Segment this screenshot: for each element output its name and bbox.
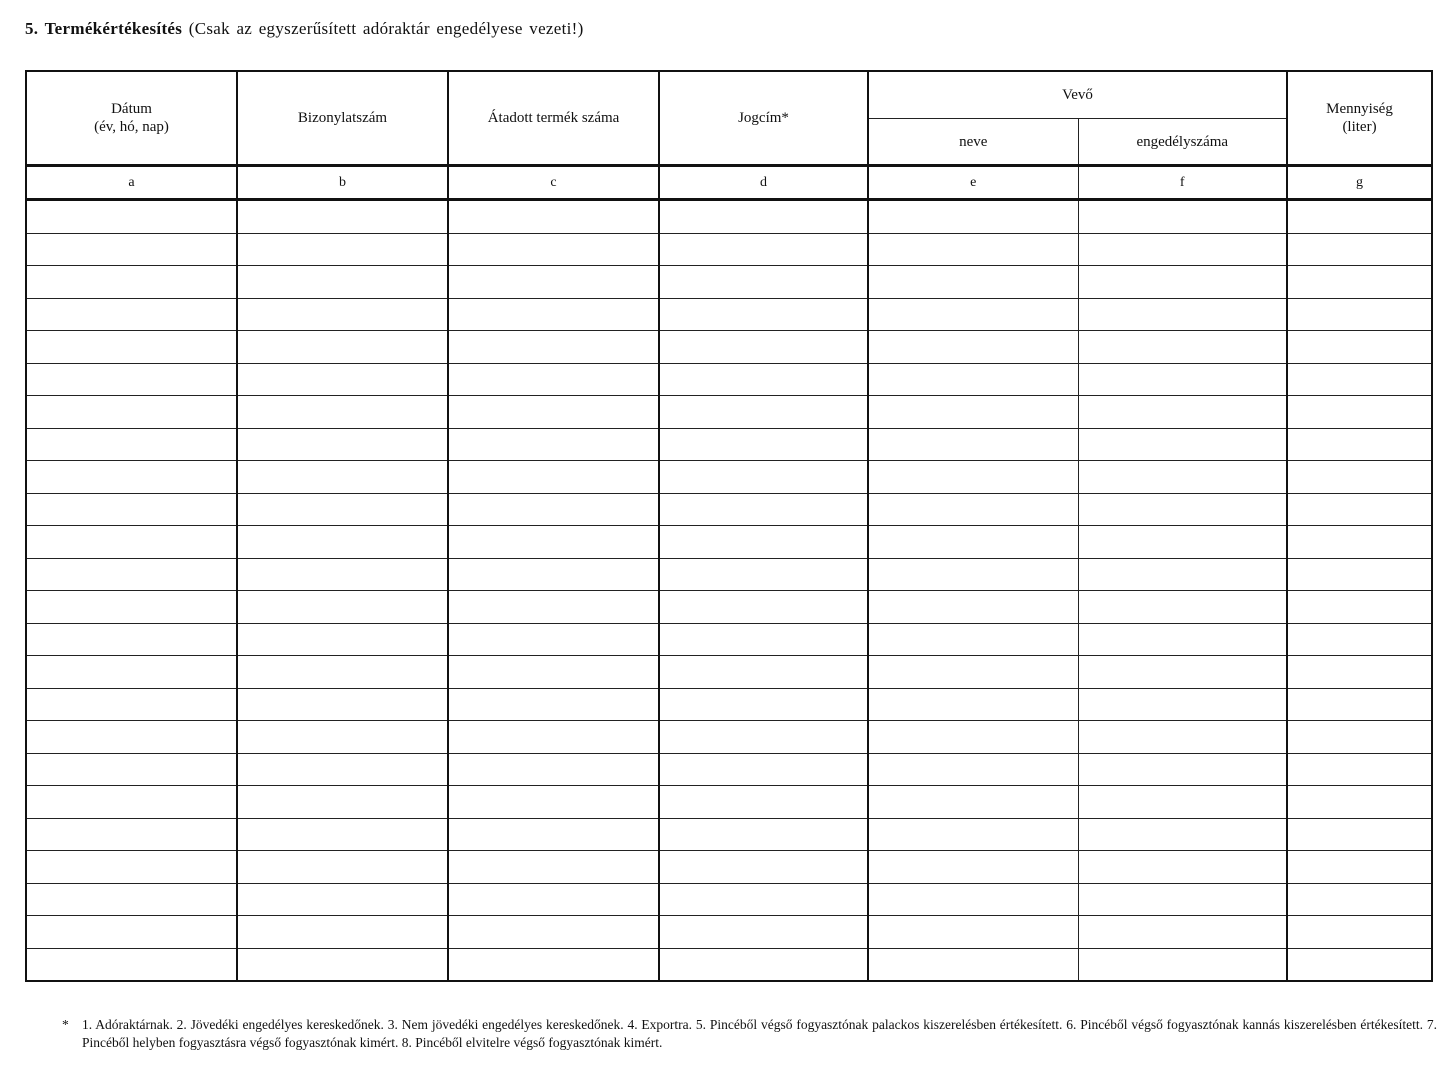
table-cell[interactable] bbox=[448, 233, 659, 266]
table-cell[interactable] bbox=[1287, 883, 1432, 916]
table-cell[interactable] bbox=[659, 623, 868, 656]
table-cell[interactable] bbox=[1287, 753, 1432, 786]
table-cell[interactable] bbox=[1078, 526, 1287, 559]
table-cell[interactable] bbox=[1078, 753, 1287, 786]
column-letter: a bbox=[26, 166, 237, 200]
table-cell[interactable] bbox=[659, 558, 868, 591]
table-cell[interactable] bbox=[1287, 233, 1432, 266]
column-letter: f bbox=[1078, 166, 1287, 200]
table-cell[interactable] bbox=[237, 266, 448, 299]
table-cell[interactable] bbox=[1287, 721, 1432, 754]
column-letter-row bbox=[26, 166, 1432, 200]
table-cell[interactable] bbox=[1078, 558, 1287, 591]
table-cell[interactable] bbox=[26, 331, 237, 364]
table-cell[interactable] bbox=[448, 818, 659, 851]
table-cell[interactable] bbox=[448, 851, 659, 884]
table-cell[interactable] bbox=[659, 331, 868, 364]
table-cell[interactable] bbox=[868, 623, 1078, 656]
table-cell[interactable] bbox=[868, 493, 1078, 526]
table-cell[interactable] bbox=[868, 786, 1078, 819]
table-cell[interactable] bbox=[26, 461, 237, 494]
table-cell[interactable] bbox=[868, 818, 1078, 851]
table-cell[interactable] bbox=[659, 753, 868, 786]
table-cell[interactable] bbox=[1287, 396, 1432, 429]
table-cell[interactable] bbox=[659, 298, 868, 331]
table-cell[interactable] bbox=[868, 428, 1078, 461]
table-row bbox=[26, 493, 1432, 526]
table-cell[interactable] bbox=[237, 298, 448, 331]
table-row bbox=[26, 558, 1432, 591]
table-cell[interactable] bbox=[659, 363, 868, 396]
table-row bbox=[26, 786, 1432, 819]
table-cell[interactable] bbox=[448, 916, 659, 949]
table-cell[interactable] bbox=[237, 461, 448, 494]
table-cell[interactable] bbox=[448, 688, 659, 721]
table-cell[interactable] bbox=[237, 591, 448, 624]
table-row bbox=[26, 916, 1432, 949]
table-row bbox=[26, 818, 1432, 851]
table-cell[interactable] bbox=[1287, 298, 1432, 331]
table-row bbox=[26, 526, 1432, 559]
table-cell[interactable] bbox=[1287, 428, 1432, 461]
table-cell[interactable] bbox=[1078, 266, 1287, 299]
table-cell[interactable] bbox=[448, 786, 659, 819]
table-cell[interactable] bbox=[237, 331, 448, 364]
column-letter: g bbox=[1287, 166, 1432, 200]
table-cell[interactable] bbox=[26, 883, 237, 916]
table-cell[interactable] bbox=[448, 428, 659, 461]
table-cell[interactable] bbox=[659, 396, 868, 429]
table-cell[interactable] bbox=[1287, 786, 1432, 819]
table-cell[interactable] bbox=[448, 721, 659, 754]
table-cell[interactable] bbox=[26, 688, 237, 721]
table-cell[interactable] bbox=[237, 363, 448, 396]
table-row bbox=[26, 461, 1432, 494]
column-letter: e bbox=[868, 166, 1078, 200]
table-cell[interactable] bbox=[26, 298, 237, 331]
table-cell[interactable] bbox=[26, 428, 237, 461]
sales-table bbox=[25, 70, 1433, 982]
table-cell[interactable] bbox=[448, 331, 659, 364]
footnote bbox=[62, 1016, 1437, 1052]
table-cell[interactable] bbox=[868, 688, 1078, 721]
table-cell[interactable] bbox=[237, 916, 448, 949]
table-cell[interactable] bbox=[237, 493, 448, 526]
table-cell[interactable] bbox=[1287, 623, 1432, 656]
table-cell[interactable] bbox=[659, 656, 868, 689]
table-cell[interactable] bbox=[868, 266, 1078, 299]
table-cell[interactable] bbox=[868, 851, 1078, 884]
table-cell[interactable] bbox=[659, 200, 868, 234]
table-cell[interactable] bbox=[448, 623, 659, 656]
table-cell[interactable] bbox=[1078, 883, 1287, 916]
table-cell[interactable] bbox=[1287, 948, 1432, 981]
table-row bbox=[26, 753, 1432, 786]
table-cell[interactable] bbox=[1287, 591, 1432, 624]
table-cell[interactable] bbox=[1078, 948, 1287, 981]
table-cell[interactable] bbox=[1078, 396, 1287, 429]
table-cell[interactable] bbox=[1287, 818, 1432, 851]
table-cell[interactable] bbox=[1078, 298, 1287, 331]
table-cell[interactable] bbox=[26, 753, 237, 786]
table-row bbox=[26, 331, 1432, 364]
table-row bbox=[26, 298, 1432, 331]
table-cell[interactable] bbox=[1287, 688, 1432, 721]
table-cell[interactable] bbox=[448, 656, 659, 689]
table-cell[interactable] bbox=[1078, 721, 1287, 754]
table-cell[interactable] bbox=[1078, 493, 1287, 526]
table-cell[interactable] bbox=[237, 656, 448, 689]
header-product-number: Átadott termék száma bbox=[448, 71, 659, 166]
table-cell[interactable] bbox=[237, 883, 448, 916]
table-cell[interactable] bbox=[26, 493, 237, 526]
header-buyer-name: neve bbox=[868, 119, 1078, 166]
table-cell[interactable] bbox=[1078, 461, 1287, 494]
table-cell[interactable] bbox=[448, 363, 659, 396]
table-row bbox=[26, 948, 1432, 981]
table-cell[interactable] bbox=[659, 786, 868, 819]
table-cell[interactable] bbox=[1078, 591, 1287, 624]
table-cell[interactable] bbox=[868, 656, 1078, 689]
table-row bbox=[26, 721, 1432, 754]
column-letter: b bbox=[237, 166, 448, 200]
table-cell[interactable] bbox=[448, 883, 659, 916]
table-cell[interactable] bbox=[1287, 526, 1432, 559]
table-cell[interactable] bbox=[1078, 363, 1287, 396]
table-cell[interactable] bbox=[1078, 688, 1287, 721]
table-cell[interactable] bbox=[237, 688, 448, 721]
table-cell[interactable] bbox=[1287, 461, 1432, 494]
table-cell[interactable] bbox=[659, 948, 868, 981]
table-cell[interactable] bbox=[237, 200, 448, 234]
table-row bbox=[26, 396, 1432, 429]
table-cell[interactable] bbox=[1078, 851, 1287, 884]
table-cell[interactable] bbox=[868, 883, 1078, 916]
table-cell[interactable] bbox=[1287, 558, 1432, 591]
table-row bbox=[26, 591, 1432, 624]
table-cell[interactable] bbox=[868, 200, 1078, 234]
table-cell[interactable] bbox=[1287, 363, 1432, 396]
table-row bbox=[26, 200, 1432, 234]
header-doc-number: Bizonylatszám bbox=[237, 71, 448, 166]
table-cell[interactable] bbox=[1078, 916, 1287, 949]
table-cell[interactable] bbox=[237, 558, 448, 591]
table-cell[interactable] bbox=[448, 591, 659, 624]
table-cell[interactable] bbox=[659, 461, 868, 494]
table-cell[interactable] bbox=[237, 786, 448, 819]
table-cell[interactable] bbox=[1078, 786, 1287, 819]
table-cell[interactable] bbox=[237, 233, 448, 266]
table-cell[interactable] bbox=[659, 688, 868, 721]
table-cell[interactable] bbox=[26, 233, 237, 266]
table-cell[interactable] bbox=[448, 200, 659, 234]
table-row bbox=[26, 623, 1432, 656]
table-cell[interactable] bbox=[1078, 818, 1287, 851]
table-cell[interactable] bbox=[26, 786, 237, 819]
table-cell[interactable] bbox=[1078, 656, 1287, 689]
table-cell[interactable] bbox=[1078, 331, 1287, 364]
table-cell[interactable] bbox=[868, 233, 1078, 266]
table-cell[interactable] bbox=[26, 558, 237, 591]
table-cell[interactable] bbox=[868, 526, 1078, 559]
table-cell[interactable] bbox=[237, 526, 448, 559]
table-cell[interactable] bbox=[868, 331, 1078, 364]
table-cell[interactable] bbox=[659, 526, 868, 559]
table-cell[interactable] bbox=[659, 883, 868, 916]
table-cell[interactable] bbox=[1078, 428, 1287, 461]
table-cell[interactable] bbox=[26, 200, 237, 234]
table-cell[interactable] bbox=[448, 948, 659, 981]
table-cell[interactable] bbox=[659, 721, 868, 754]
table-row bbox=[26, 656, 1432, 689]
table-cell[interactable] bbox=[659, 851, 868, 884]
header-buyer: Vevő bbox=[868, 71, 1287, 119]
table-cell[interactable] bbox=[448, 558, 659, 591]
table-cell[interactable] bbox=[1287, 493, 1432, 526]
table-cell[interactable] bbox=[868, 558, 1078, 591]
table-cell[interactable] bbox=[868, 363, 1078, 396]
table-cell[interactable] bbox=[237, 818, 448, 851]
header-quantity: Mennyiség (liter) bbox=[1287, 71, 1432, 166]
table-cell[interactable] bbox=[237, 721, 448, 754]
table-cell[interactable] bbox=[868, 298, 1078, 331]
table-cell[interactable] bbox=[1287, 656, 1432, 689]
table-cell[interactable] bbox=[448, 526, 659, 559]
header-date: Dátum (év, hó, nap) bbox=[26, 71, 237, 166]
table-cell[interactable] bbox=[448, 753, 659, 786]
table-row bbox=[26, 688, 1432, 721]
section-title: 5. Termékértékesítés bbox=[25, 19, 183, 38]
table-cell[interactable] bbox=[1078, 233, 1287, 266]
table-cell[interactable] bbox=[1287, 916, 1432, 949]
table-cell[interactable] bbox=[868, 591, 1078, 624]
table-cell[interactable] bbox=[448, 396, 659, 429]
table-cell[interactable] bbox=[26, 656, 237, 689]
table-row bbox=[26, 233, 1432, 266]
column-letter: d bbox=[659, 166, 868, 200]
table-row bbox=[26, 363, 1432, 396]
table-cell[interactable] bbox=[448, 461, 659, 494]
table-cell[interactable] bbox=[26, 721, 237, 754]
table-cell[interactable] bbox=[26, 623, 237, 656]
column-letter: c bbox=[448, 166, 659, 200]
table-cell[interactable] bbox=[237, 753, 448, 786]
table-cell[interactable] bbox=[237, 948, 448, 981]
table-cell[interactable] bbox=[237, 851, 448, 884]
table-cell[interactable] bbox=[26, 916, 237, 949]
table-cell[interactable] bbox=[868, 753, 1078, 786]
table-cell[interactable] bbox=[1287, 200, 1432, 234]
table-cell[interactable] bbox=[868, 721, 1078, 754]
table-row bbox=[26, 851, 1432, 884]
table-cell[interactable] bbox=[1078, 200, 1287, 234]
table-cell[interactable] bbox=[237, 428, 448, 461]
table-cell[interactable] bbox=[26, 591, 237, 624]
table-cell[interactable] bbox=[868, 916, 1078, 949]
table-cell[interactable] bbox=[26, 948, 237, 981]
table-cell[interactable] bbox=[26, 526, 237, 559]
table-cell[interactable] bbox=[868, 461, 1078, 494]
table-cell[interactable] bbox=[26, 851, 237, 884]
table-cell[interactable] bbox=[1078, 623, 1287, 656]
section-heading bbox=[25, 19, 584, 39]
section-note: (Csak az egyszerűsített adóraktár engedélyese vezeti!) bbox=[188, 19, 584, 38]
table-cell[interactable] bbox=[26, 818, 237, 851]
table-cell[interactable] bbox=[868, 396, 1078, 429]
header-buyer-license: engedélyszáma bbox=[1078, 119, 1287, 166]
table-cell[interactable] bbox=[659, 233, 868, 266]
table-cell[interactable] bbox=[659, 428, 868, 461]
table-cell[interactable] bbox=[26, 266, 237, 299]
table-cell[interactable] bbox=[448, 493, 659, 526]
table-row bbox=[26, 266, 1432, 299]
table-cell[interactable] bbox=[448, 298, 659, 331]
table-cell[interactable] bbox=[868, 948, 1078, 981]
header-legal-title: Jogcím* bbox=[659, 71, 868, 166]
table-cell[interactable] bbox=[448, 266, 659, 299]
table-cell[interactable] bbox=[1287, 266, 1432, 299]
footnote-text: 1. Adóraktárnak. 2. Jövedéki engedélyes kereskedőnek. 3. Nem jövedéki engedélyes kereskedőnek. 4. Exportra. 5. Pincéből végső fogyasztónak palackos kiszerelésben értékesített. 6. Pincéből végső fogyasztónak kannás kiszerelésben értékesített. 7. Pincéből helyben fogyasztásra végső fogyasztónak kimért. 8. Pincéből elvitelre végső fogyasztónak kimért. bbox=[82, 1017, 1437, 1050]
table-cell[interactable] bbox=[659, 493, 868, 526]
table-cell[interactable] bbox=[659, 818, 868, 851]
table-row bbox=[26, 428, 1432, 461]
table-cell[interactable] bbox=[659, 916, 868, 949]
table-cell[interactable] bbox=[26, 363, 237, 396]
table-cell[interactable] bbox=[1287, 851, 1432, 884]
table-cell[interactable] bbox=[237, 396, 448, 429]
table-cell[interactable] bbox=[1287, 331, 1432, 364]
table-cell[interactable] bbox=[659, 591, 868, 624]
table-row bbox=[26, 883, 1432, 916]
table-cell[interactable] bbox=[237, 623, 448, 656]
table-cell[interactable] bbox=[659, 266, 868, 299]
table-cell[interactable] bbox=[26, 396, 237, 429]
footnote-marker: * bbox=[62, 1017, 69, 1032]
